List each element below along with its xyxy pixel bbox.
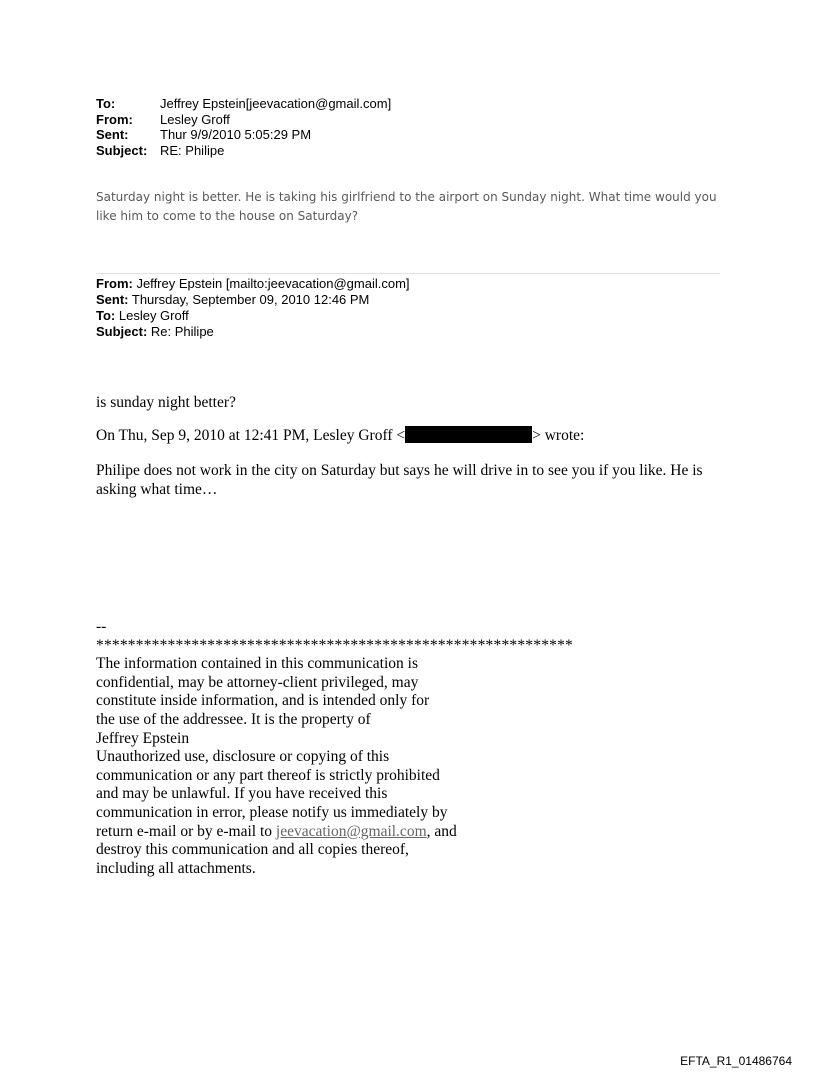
- attribution-prefix: On Thu, Sep 9, 2010 at 12:41 PM, Lesley Groff <: [96, 427, 406, 444]
- disclaimer-line: communication or any part thereof is strictly prohibited: [96, 766, 440, 784]
- email-link[interactable]: jeevacation@gmail.com: [275, 822, 427, 840]
- attribution-suffix: > wrote:: [532, 427, 585, 444]
- header-from-row: [96, 112, 391, 128]
- quote-divider: [96, 273, 720, 274]
- disclaimer-line: [96, 823, 573, 842]
- header-sent-row: [96, 127, 391, 143]
- quoted-attribution: [96, 426, 584, 445]
- quoted-subject-row: [96, 324, 410, 340]
- quoted-to-value: Lesley Groff: [115, 308, 189, 323]
- signature-stars: ************************************************************: [96, 636, 573, 654]
- disclaimer-line: destroy this communication and all copies thereof,: [96, 841, 409, 859]
- disclaimer-line: Jeffrey Epstein: [96, 729, 190, 747]
- quoted-from-row: [96, 276, 410, 292]
- email-header: [96, 96, 391, 158]
- header-subject-row: [96, 143, 391, 159]
- quoted-sent-label: Sent:: [96, 292, 129, 307]
- quoted-header: [96, 276, 410, 340]
- signature-disclaimer: [96, 618, 573, 878]
- sent-value: Thur 9/9/2010 5:05:29 PM: [160, 127, 312, 142]
- header-to-row: [96, 96, 391, 112]
- disclaimer-line: constitute inside information, and is intended only for: [96, 692, 430, 710]
- to-value: Jeffrey Epstein[jeevacation@gmail.com]: [160, 96, 392, 111]
- disclaimer-line-suffix: , and: [426, 822, 457, 840]
- quoted-to-label: To:: [96, 308, 116, 323]
- disclaimer-line-prefix: return e-mail or by e-mail to: [96, 822, 276, 840]
- quoted-subject-value: Re: Philipe: [147, 324, 214, 339]
- quoted-sent-row: [96, 292, 410, 308]
- disclaimer-line: The information contained in this communication is: [96, 655, 418, 673]
- subject-label: Subject:: [96, 142, 148, 158]
- quoted-from-label: From:: [96, 276, 133, 291]
- document-id: EFTA_R1_01486764: [680, 1054, 792, 1068]
- disclaimer-line: including all attachments.: [96, 859, 256, 877]
- reply-body: Saturday night is better. He is taking his girlfriend to the airport on Sunday night. What time would you like him to come to the house on Saturday?: [96, 190, 717, 223]
- disclaimer-line: communication in error, please notify us immediately by: [96, 803, 448, 821]
- quoted-to-row: [96, 308, 410, 324]
- disclaimer-line: the use of the addressee. It is the property of: [96, 710, 371, 728]
- to-label: To:: [96, 96, 116, 111]
- disclaimer-line: and may be unlawful. If you have received this: [96, 785, 388, 803]
- quoted-question: is sunday night better?: [96, 394, 236, 411]
- original-message: Philipe does not work in the city on Saturday but says he will drive in to see you if you like. He is asking what time…: [96, 462, 703, 498]
- disclaimer-line: confidential, may be attorney-client privileged, may: [96, 673, 419, 691]
- quoted-sent-value: Thursday, September 09, 2010 12:46 PM: [128, 292, 370, 307]
- quoted-from-value: Jeffrey Epstein [mailto:jeevacation@gmail.com]: [132, 276, 410, 291]
- redaction-box: [405, 426, 532, 443]
- from-value: Lesley Groff: [160, 111, 230, 127]
- signature-dashes: --: [96, 618, 107, 635]
- disclaimer-line: Unauthorized use, disclosure or copying of this: [96, 748, 390, 766]
- quoted-subject-label: Subject:: [96, 324, 148, 339]
- sent-label: Sent:: [96, 127, 129, 142]
- from-label: From:: [96, 111, 133, 127]
- subject-value: RE: Philipe: [160, 142, 225, 158]
